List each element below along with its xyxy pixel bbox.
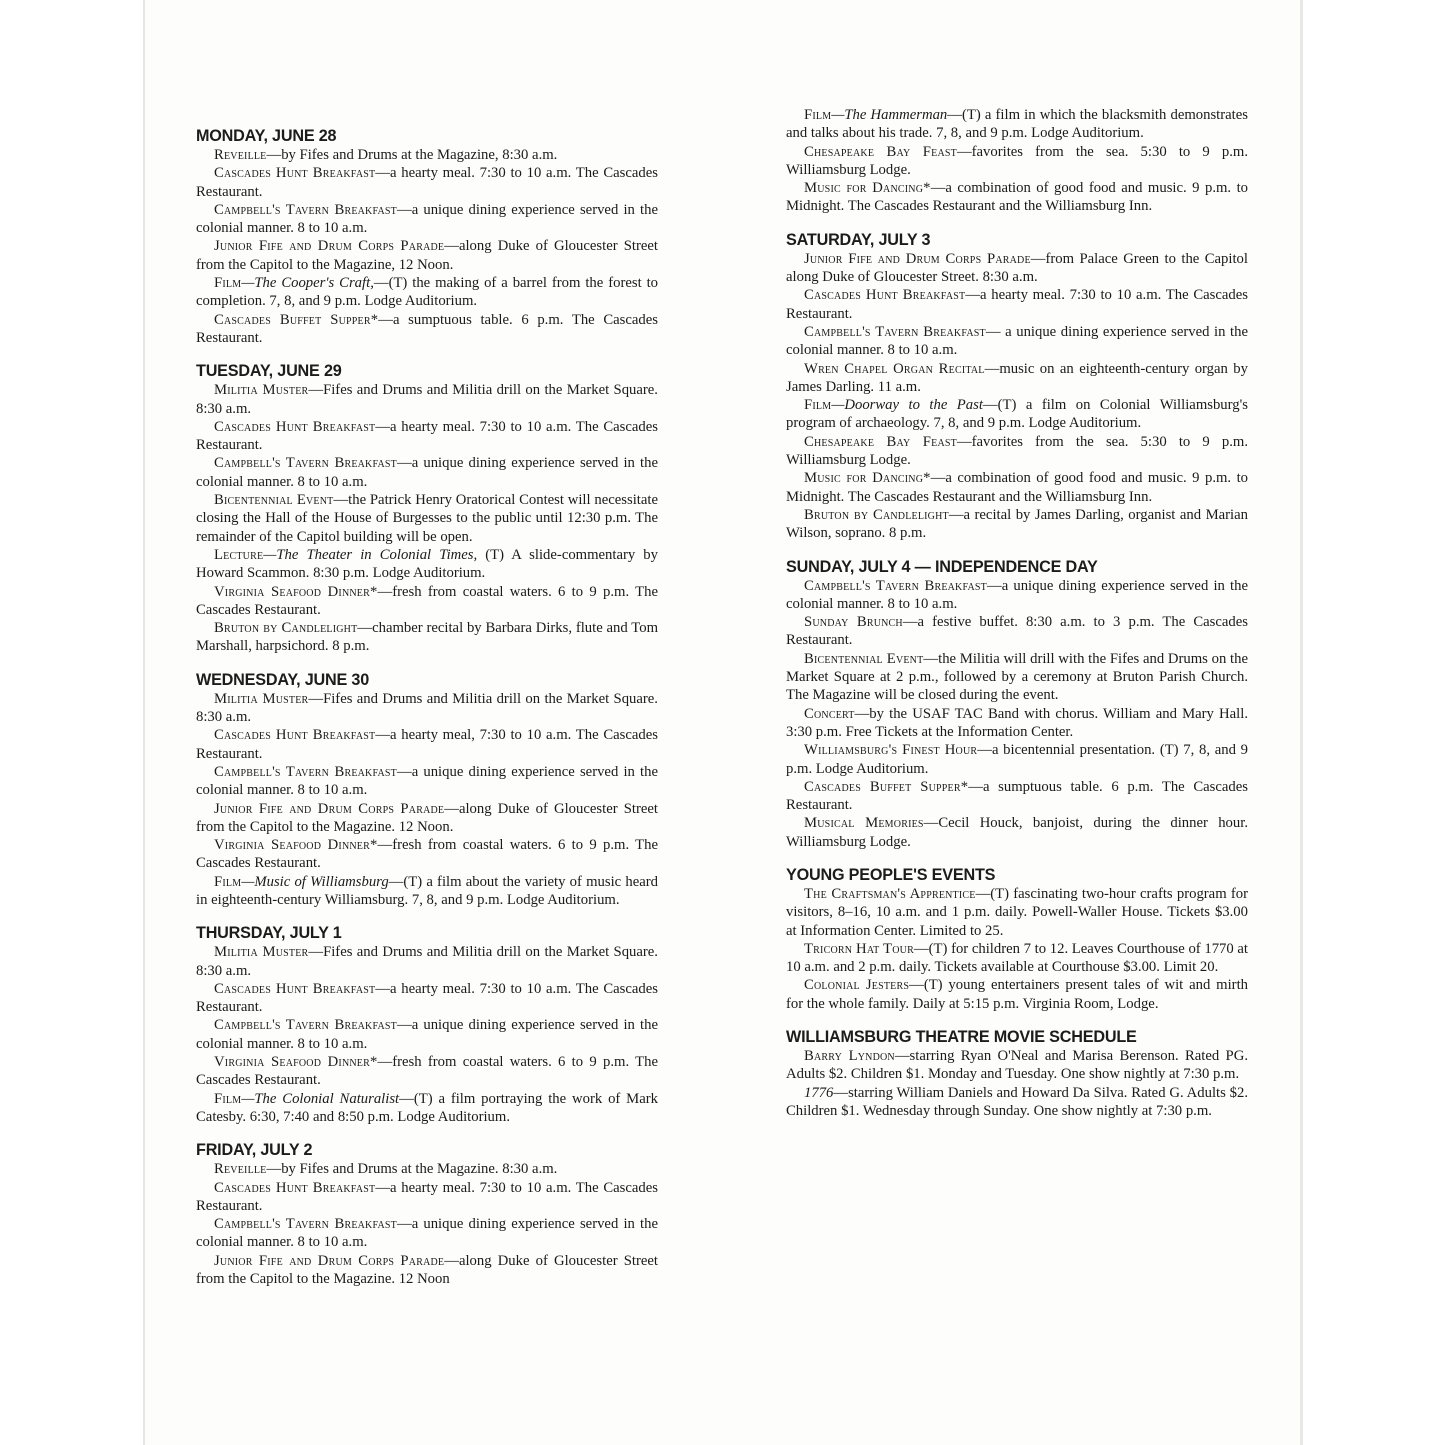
event-title: —The Colonial Naturalist [241,1090,400,1107]
event-entry [786,1047,1248,1084]
page-edge-left [143,0,145,1445]
section-heading: TUESDAY, JUNE 29 [196,362,342,381]
section-heading: MONDAY, JUNE 28 [196,127,337,145]
event-entry [786,814,1248,851]
event-name: Junior Fife and Drum Corps Parade [214,800,445,817]
event-entry [196,690,658,727]
event-description: —chamber recital by Barbara Dirks, flute and Tom Marshall, harpsichord. 8 p.m. [196,620,658,655]
event-description: —Fifes and Drums and Militia drill on the Market Square. 8:30 a.m. [196,944,658,979]
event-name: Film [214,275,242,292]
event-name: Campbell's Tavern Breakfast [214,763,397,780]
event-description: —fresh from coastal waters. 6 to 9 p.m. The Cascades Restaurant. [196,1054,658,1089]
event-description: —a unique dining experience served in the colonial manner. 8 to 10 a.m. [196,455,658,490]
event-name: Film [804,397,832,414]
event-description: —by the USAF TAC Band with chorus. William and Mary Hall. 3:30 p.m. Free Tickets at the Information Center. [786,705,1248,740]
event-entry [196,583,658,620]
event-entry [786,286,1248,323]
event-name: Sunday Brunch [804,614,903,631]
event-description: —fresh from coastal waters. 6 to 9 p.m. The Cascades Restaurant. [196,837,658,872]
event-entry [786,577,1248,614]
schedule-section-williamsburg-theatre-movie-schedule [786,1027,1248,1120]
event-description: —favorites from the sea. 5:30 to 9 p.m. Williamsburg Lodge. [786,433,1249,469]
event-description: —a unique dining experience served in the colonial manner. 8 to 10 a.m. [196,763,658,799]
section-heading: THURSDAY, JULY 1 [196,924,342,943]
event-name: Virginia Seafood Dinner* [214,1054,378,1071]
event-description: —a unique dining experience served in the colonial manner. 8 to 10 a.m. [196,1216,658,1251]
event-name: Bruton by Candlelight [214,620,358,637]
event-description: —music on an eighteenth-century organ by James Darling. 11 a.m. [786,360,1248,395]
event-description: —by Fifes and Drums at the Magazine. 8:30 a.m. [266,1161,558,1178]
event-name: The Craftsman's Apprentice [804,885,976,902]
event-description: — a unique dining experience served in the colonial manner. 8 to 10 a.m. [786,323,1248,359]
event-description: —a hearty meal. 7:30 to 10 a.m. The Cascades Restaurant. [196,165,658,200]
schedule-section-young-people-s-events [786,865,1248,1013]
event-name: Barry Lyndon [804,1048,895,1065]
event-description: —a festive buffet. 8:30 a.m. to 3 p.m. The Cascades Restaurant. [786,614,1249,649]
event-name: Militia Muster [214,382,309,399]
event-name: Musical Memories [804,815,924,832]
event-entry [786,360,1248,397]
event-entry [786,506,1248,543]
event-entry [196,546,658,583]
event-name: Junior Fife and Drum Corps Parade [804,250,1031,267]
page-edge-right [1300,0,1303,1445]
event-description: —a hearty meal. 7:30 to 10 a.m. The Cascades Restaurant. [196,1179,658,1214]
event-description: —(T) fascinating two-hour crafts program for visitors, 8–16, 10 a.m. and 1 p.m. daily. Powell-Waller House. Tickets $3.00 at Information Center. Limited to 25. [786,885,1248,939]
event-name: Campbell's Tavern Breakfast [214,455,397,472]
event-description: —a sumptuous table. 6 p.m. The Cascades Restaurant. [196,311,658,346]
event-description: —a recital by James Darling, organist and Marian Wilson, soprano. 8 p.m. [786,506,1248,542]
event-title: —Music of Williamsburg [241,873,389,890]
event-entry [196,274,658,311]
event-name: Campbell's Tavern Breakfast [804,323,986,340]
schedule-section-thursday-july-1 [196,923,658,1126]
event-entry [196,1090,658,1127]
event-entry [196,726,658,763]
event-description: —a hearty meal. 7:30 to 10 a.m. The Cascades Restaurant. [196,980,658,1016]
event-name: Cascades Hunt Breakfast [214,165,376,182]
event-entry [786,323,1248,360]
event-entry [196,943,658,980]
schedule-section-tuesday-june-29 [196,361,658,655]
event-description: —(T) a film on Colonial Williamsburg's program of archaeology. 7, 8, and 9 p.m. Lodge Auditorium. [786,397,1248,432]
event-description: —(T) a film in which the blacksmith demonstrates and talks about his trade. 7, 8, and 9 p.m. Lodge Auditorium. [786,107,1248,142]
event-description: —Fifes and Drums and Militia drill on the Market Square. 8:30 a.m. [196,382,658,417]
event-name: Cascades Buffet Supper* [804,778,969,795]
event-description: —(T) a film about the variety of music heard in eighteenth-century Williamsburg. 7, 8, and 9 p.m. Lodge Auditorium. [196,873,658,908]
event-description: —a sumptuous table. 6 p.m. The Cascades Restaurant. [786,778,1248,814]
event-entry [196,491,658,546]
schedule-section-wednesday-june-30 [196,670,658,910]
event-name: Williamsburg's Finest Hour [804,742,978,759]
event-name: Wren Chapel Organ Recital [804,360,985,377]
event-description: —the Militia will drill with the Fifes and Drums on the Market Square at 2 p.m., followed by a ceremony at Bruton Parish Church. The Magazine will be closed during the event. [786,650,1248,704]
event-name: Lecture [214,546,264,563]
event-description: —a hearty meal. 7:30 to 10 a.m. The Cascades Restaurant. [196,418,658,454]
event-title: —Doorway to the Past [831,397,983,414]
event-name: Bicentennial Event [214,492,334,509]
event-description: —the Patrick Henry Oratorical Contest will necessitate closing the Hall of the House of Burgesses to the public until 12:30 p.m. The remainder of the Capitol building will be open. [196,492,658,545]
event-name: Cascades Buffet Supper* [214,311,379,328]
event-entry [786,106,1248,143]
event-entry [196,454,658,491]
event-entry [786,976,1248,1013]
event-name: Film [214,1090,242,1107]
event-description: —along Duke of Gloucester Street from the Capitol to the Magazine, 12 Noon. [196,238,658,273]
event-name: Campbell's Tavern Breakfast [214,1216,397,1233]
event-description: —starring Ryan O'Neal and Marisa Berenson. Rated PG. Adults $2. Children $1. Monday and Tuesday. One show nightly at 7:30 p.m. [786,1048,1248,1083]
schedule-section-continued [786,106,1248,216]
event-entry [196,763,658,800]
section-heading: WILLIAMSBURG THEATRE MOVIE SCHEDULE [786,1028,1137,1047]
event-entry [786,885,1248,940]
section-heading: YOUNG PEOPLE'S EVENTS [786,865,996,884]
event-entry [196,237,658,274]
event-description: —along Duke of Gloucester Street from the Capitol to the Magazine. 12 Noon. [196,800,658,835]
event-title: —The Hammerman [831,107,948,123]
event-name: Music for Dancing* [804,180,931,197]
event-name: Cascades Hunt Breakfast [214,1179,376,1196]
event-description: —a combination of good food and music. 9 p.m. to Midnight. The Cascades Restaurant and the Williamsburg Inn. [786,470,1249,505]
event-title: —The Theater in Colonial Times, [263,546,478,563]
event-name: Campbell's Tavern Breakfast [214,1017,397,1034]
event-entry [196,1160,658,1178]
event-entry [196,418,658,455]
schedule-section-sunday-july-4-independence-day [786,557,1248,851]
event-description: —from Palace Green to the Capitol along Duke of Gloucester Street. 8:30 a.m. [786,250,1248,286]
event-entry [196,836,658,873]
event-description: —fresh from coastal waters. 6 to 9 p.m. The Cascades Restaurant. [196,583,658,618]
event-name: Cascades Hunt Breakfast [214,980,376,997]
event-name: Campbell's Tavern Breakfast [214,201,397,218]
event-name: Bruton by Candlelight [804,506,949,523]
event-entry [786,1084,1248,1121]
event-name: Colonial Jesters [804,977,910,994]
event-description: —(T) for children 7 to 12. Leaves Courthouse of 1770 at 10 a.m. and 2 p.m. daily. Tickets available at Courthouse $3.00. Limit 20. [786,940,1249,976]
event-entry [786,469,1248,506]
event-description: —a combination of good food and music. 9 p.m. to Midnight. The Cascades Restaurant and the Williamsburg Inn. [786,180,1249,215]
schedule-section-friday-july-2 [196,1140,658,1288]
event-name: Virginia Seafood Dinner* [214,583,378,600]
event-description: (T) A slide-commentary by Howard Scammon. 8:30 p.m. Lodge Auditorium. [196,546,658,582]
event-name: Junior Fife and Drum Corps Parade [214,238,445,255]
event-name: Militia Muster [214,690,309,707]
left-column [196,126,658,1302]
schedule-section-monday-june-28 [196,126,658,347]
event-name: Cascades Hunt Breakfast [214,727,376,744]
section-heading: SATURDAY, JULY 3 [786,230,931,249]
event-name: Film [804,107,832,123]
event-name: Concert [804,705,855,722]
event-description: —a hearty meal, 7:30 to 10 a.m. The Cascades Restaurant. [196,727,658,762]
event-name: Reveille [214,147,267,163]
event-entry [786,940,1248,977]
event-entry [786,179,1248,216]
event-name: Militia Muster [214,944,309,961]
right-column [786,106,1248,1134]
event-description: —favorites from the sea. 5:30 to 9 p.m. Williamsburg Lodge. [786,143,1249,178]
event-description: —(T) a film portraying the work of Mark Catesby. 6:30, 7:40 and 8:50 p.m. Lodge Auditorium. [196,1090,659,1125]
event-entry [786,705,1248,742]
event-description: —Fifes and Drums and Militia drill on the Market Square. 8:30 a.m. [196,690,658,726]
event-name: Bicentennial Event [804,650,924,667]
event-description: —starring William Daniels and Howard Da Silva. Rated G. Adults $2. Children $1. Wednesday through Sunday. One show nightly at 7:30 p.m. [786,1084,1248,1119]
event-description: —a unique dining experience served in the colonial manner. 8 to 10 a.m. [196,1017,658,1052]
event-entry [196,146,658,164]
section-heading: WEDNESDAY, JUNE 30 [196,670,370,689]
event-description: —a unique dining experience served in the colonial manner. 8 to 10 a.m. [196,201,658,237]
event-name: Cascades Hunt Breakfast [804,287,966,304]
event-entry [786,650,1248,705]
section-heading: FRIDAY, JULY 2 [196,1141,313,1160]
event-entry [196,164,658,201]
event-name: Film [214,873,242,890]
event-name: Chesapeake Bay Feast [804,143,957,160]
event-entry [196,381,658,418]
event-name: Chesapeake Bay Feast [804,433,957,450]
section-heading: SUNDAY, JULY 4 — INDEPENDENCE DAY [786,557,1098,576]
event-name: Music for Dancing* [804,470,931,487]
event-entry [196,619,658,656]
event-entry [786,396,1248,433]
schedule-section-saturday-july-3 [786,230,1248,543]
event-entry [196,800,658,837]
event-description: —a bicentennial presentation. (T) 7, 8, and 9 p.m. Lodge Auditorium. [786,742,1248,777]
event-description: —(T) young entertainers present tales of wit and mirth for the whole family. Daily at 5:15 p.m. Virginia Room, Lodge. [786,977,1248,1012]
event-name: Junior Fife and Drum Corps Parade [214,1252,445,1269]
event-entry [786,613,1248,650]
event-description: —along Duke of Gloucester Street from the Capitol to the Magazine. 12 Noon [196,1252,658,1288]
event-entry [786,778,1248,815]
event-name: Tricorn Hat Tour [804,940,914,957]
event-description: —Cecil Houck, banjoist, during the dinner hour. Williamsburg Lodge. [786,815,1248,850]
event-name: Campbell's Tavern Breakfast [804,577,987,594]
event-entry [196,1053,658,1090]
event-entry [196,873,658,910]
event-entry [196,1252,658,1289]
event-entry [196,1215,658,1252]
event-entry [196,311,658,348]
event-description: —a unique dining experience served in the colonial manner. 8 to 10 a.m. [786,577,1248,612]
event-name: Virginia Seafood Dinner* [214,837,378,854]
event-entry [196,980,658,1017]
event-entry [786,250,1248,287]
event-entry [786,741,1248,778]
event-entry [196,1016,658,1053]
event-title: —The Cooper's Craft, [241,275,374,292]
event-entry [786,143,1248,180]
event-title: 1776 [804,1084,834,1101]
event-description: —a hearty meal. 7:30 to 10 a.m. The Cascades Restaurant. [786,287,1248,322]
event-name: Cascades Hunt Breakfast [214,418,376,435]
event-entry [786,433,1248,470]
event-entry [196,1179,658,1216]
event-entry [196,201,658,238]
event-description: —(T) the making of a barrel from the forest to completion. 7, 8, and 9 p.m. Lodge Auditorium. [196,275,658,310]
event-name: Reveille [214,1161,267,1178]
event-description: —by Fifes and Drums at the Magazine, 8:30 a.m. [266,147,558,163]
